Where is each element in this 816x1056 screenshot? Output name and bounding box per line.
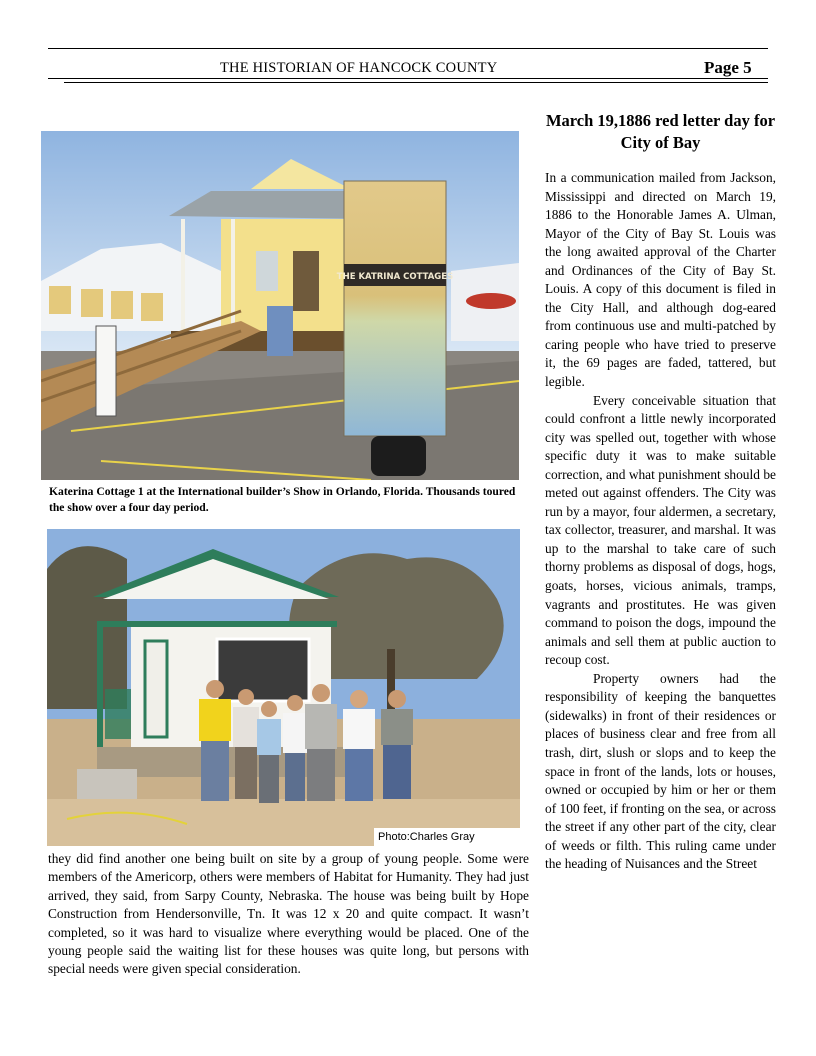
article-paragraph: Property owners had the responsibility of keeping the banquettes (sidewalks) in front of their residences or places of business clear and free from all trash, dirt, slush or slops and to keep the space in front of the lands, lots or houses, owned or occupied by him or her or them of 100 feet, if fronting on the sea, or across the street if any other part of the city, clear of weeds or filth. This ruling came under the heading of Nuisances and the Street [545, 670, 776, 872]
banner-sign-text: THE KATRINA COTTAGES [336, 272, 454, 282]
cottage-volunteers-photo [47, 529, 520, 846]
article-paragraph: In a communication mailed from Jackson, Mississippi and directed on March 19, 1886 to the Honorable James A. Ulman, Mayor of the City of Bay St. Louis was the long awaited approval of the Charter and Ordinances of the City of Bay St. Louis. A copy of this document is filed in the City Hall, and although dog-eared from continuous use and multi-patched by caring people who have tried to preserve it, the 69 pages are faded, tattered, but legible. [545, 170, 776, 390]
article-paragraph: Every conceivable situation that could confront a little newly incorporated city was spelled out, together with whose specific duty it was to make suitable correction, and what punishment should be meted out against offenders. The City was run by a mayor, four aldermen, a secretary, tax collector, treasurer, and marshal. It was up to the marshal to take care of such thorny problems as disposal of dogs, hogs, goats, horses, vicious animals, tramps, vagrants and prostitutes. He was given command to poison the dogs, impound the animals and sell them at public auction to recoup cost. [545, 392, 776, 668]
header-top-rule [48, 48, 768, 49]
photo-credit: Photo:Charles Gray [374, 828, 520, 846]
photo1-caption: Katerina Cottage 1 at the International builder’s Show in Orlando, Florida. Thousands toured the show over a four day period. [49, 485, 516, 514]
header-bottom-rule-2 [64, 82, 768, 83]
cottage-show-photo [41, 131, 519, 480]
left-column-text: they did find another one being built on site by a group of young people. Some were members of the Americorp, others were members of Habitat for Humanity. They had just arrived, they said, from Sarpy County, Nebraska. The house was being built by Hope Construction from Hendersonville, Tn. It was 12 x 20 and quite compact. It wasn’t completed, so it was hard to visualize where everything would be placed. One of the young people said the waiting list for these houses was quite long, but persons with special needs were given special consideration. [48, 851, 529, 977]
page-number: Page 5 [704, 58, 752, 77]
article-body [545, 169, 776, 874]
article-headline: March 19,1886 red letter day for City of Bay [545, 111, 776, 152]
newsletter-title: THE HISTORIAN OF HANCOCK COUNTY [220, 60, 498, 76]
header-bottom-rule [48, 78, 768, 79]
